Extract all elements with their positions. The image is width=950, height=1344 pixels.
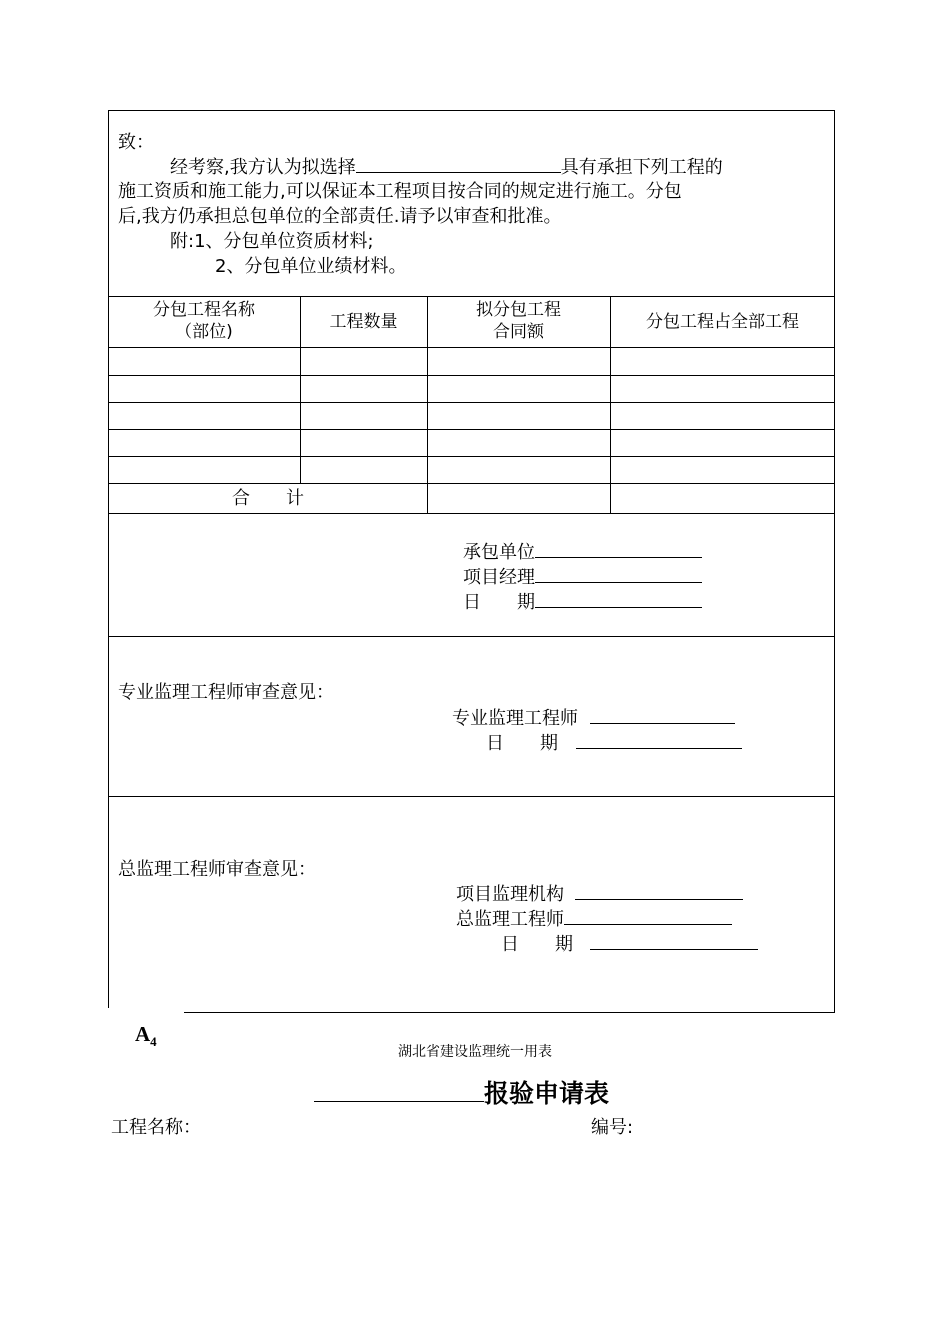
total-label: 合 计 [232, 488, 304, 509]
specialist-engineer-field [452, 705, 735, 731]
row-divider [108, 347, 835, 348]
header-line: （部位) [175, 322, 233, 342]
project-manager-field [463, 564, 702, 590]
field-label: 日 期 [501, 934, 573, 955]
next-form-title [314, 1073, 609, 1110]
field-label: 日 期 [463, 592, 535, 613]
letter-line-2: 施工资质和施工能力,可以保证本工程项目按合同的规定进行施工。分包 [118, 181, 682, 202]
header-contract-amount [427, 299, 610, 343]
chief-engineer-blank[interactable] [564, 906, 732, 925]
letter-line-3: 后,我方仍承担总包单位的全部责任.请予以审查和批准。 [118, 206, 562, 227]
project-name-label: 工程名称： [111, 1117, 201, 1138]
chief-review-title: 总监理工程师审查意见： [118, 859, 316, 880]
specialist-review-title: 专业监理工程师审查意见： [118, 682, 334, 703]
header-percentage: 分包工程占全部工程 [646, 312, 799, 332]
letter-line-1-start: 经考察,我方认为拟选择 [170, 157, 356, 178]
header-subcontract-name [108, 299, 300, 343]
row-divider [108, 483, 835, 484]
header-line: 拟分包工程 [476, 300, 561, 320]
chief-engineer-field [456, 906, 732, 932]
row-divider [108, 456, 835, 457]
header-quantity: 工程数量 [329, 312, 398, 332]
chief-date-blank[interactable] [590, 931, 758, 950]
row-divider [108, 402, 835, 403]
number-label: 编号: [591, 1117, 634, 1138]
header-line: 合同额 [493, 322, 544, 342]
field-label: 日 期 [486, 733, 558, 754]
table-top-border [108, 296, 835, 297]
attachment-line-2: 2、分包单位业绩材料。 [215, 256, 407, 277]
field-label: 承包单位 [463, 542, 535, 563]
contractor-unit-field [463, 539, 702, 565]
row-divider [108, 375, 835, 376]
field-label: 项目经理 [463, 567, 535, 588]
chief-date-field [501, 931, 758, 957]
form-title: 报验申请表 [484, 1079, 610, 1108]
contractor-date-blank[interactable] [535, 589, 702, 608]
letter-line-1-end: 具有承担下列工程的 [560, 157, 723, 178]
form-type-blank[interactable] [314, 1073, 484, 1102]
field-label: 专业监理工程师 [452, 708, 578, 729]
page-edge-mask [104, 1008, 184, 1018]
subcontractor-blank[interactable] [356, 154, 561, 173]
contractor-unit-blank[interactable] [535, 539, 702, 558]
contractor-date-field [463, 589, 702, 615]
field-label: 总监理工程师 [456, 909, 564, 930]
table-bottom-border [108, 513, 835, 514]
attachment-line-1: 附:1、分包单位资质材料; [170, 231, 374, 252]
project-manager-blank[interactable] [535, 564, 702, 583]
specialist-engineer-blank[interactable] [590, 705, 735, 724]
supervision-agency-blank[interactable] [575, 881, 743, 900]
supervision-agency-field [456, 881, 743, 907]
issuer-label: 湖北省建设监理统一用表 [398, 1044, 552, 1060]
specialist-date-blank[interactable] [576, 730, 742, 749]
section-divider [108, 636, 835, 637]
row-divider [108, 429, 835, 430]
specialist-date-field [486, 730, 742, 756]
section-divider [108, 796, 835, 797]
form-code: $A_4$ [135, 1022, 157, 1050]
header-line: 分包工程名称 [153, 300, 255, 320]
salutation: 致： [118, 132, 154, 153]
letter-line-1 [170, 154, 723, 180]
field-label: 项目监理机构 [456, 884, 564, 905]
